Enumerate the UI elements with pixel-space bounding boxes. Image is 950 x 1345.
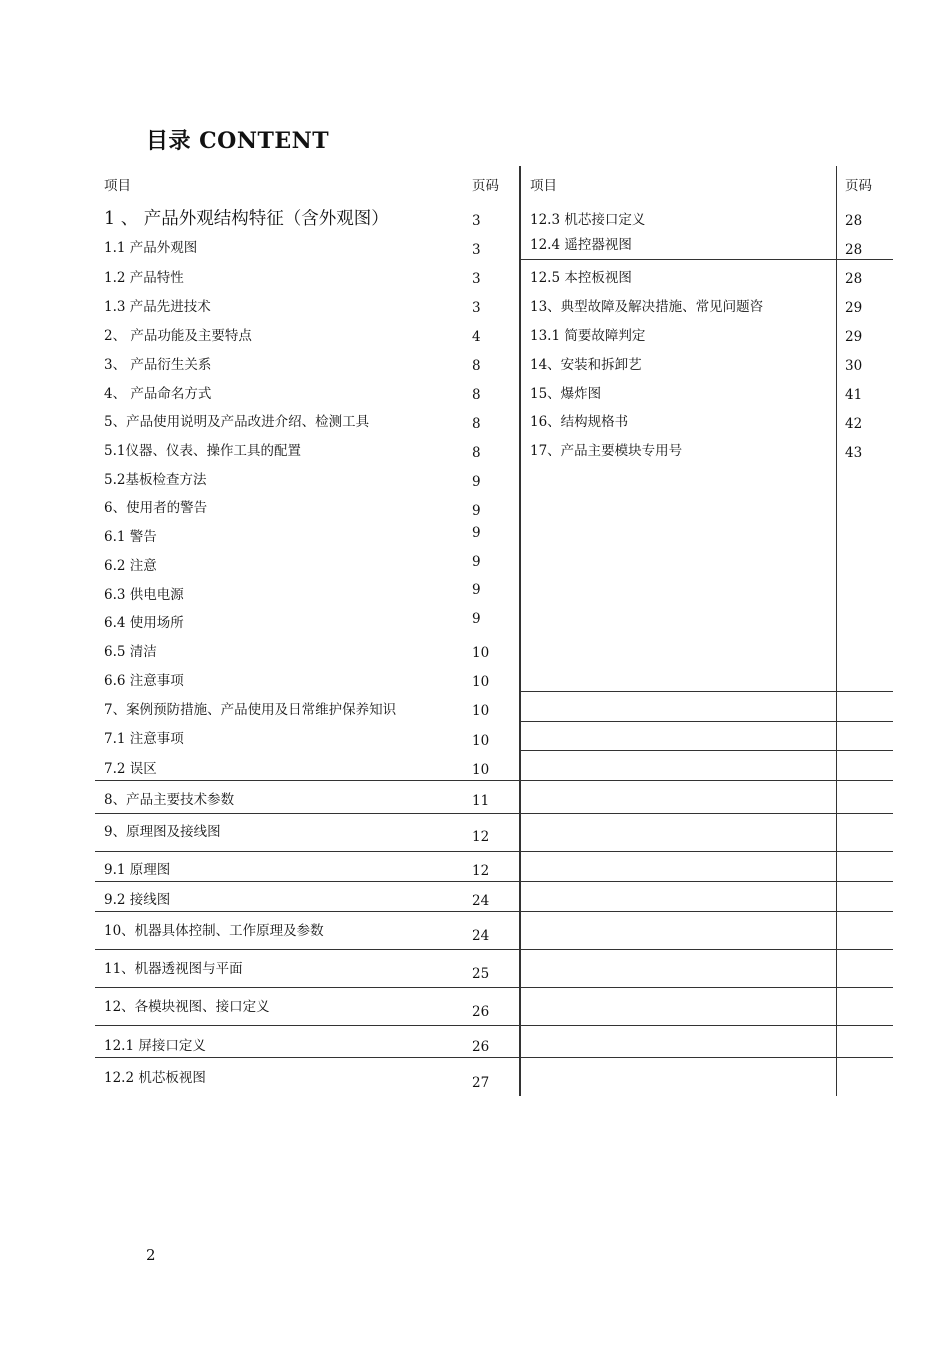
toc-entry[interactable]: 6.2 注意: [104, 558, 157, 574]
table-rule: [95, 949, 893, 950]
toc-page: 28: [845, 213, 863, 229]
toc-page: 3: [472, 271, 481, 287]
table-rule: [95, 780, 893, 781]
toc-entry[interactable]: 7.2 误区: [104, 761, 157, 777]
toc-page: 28: [845, 242, 863, 258]
toc-page: 42: [845, 416, 863, 432]
right-header-item: 项目: [530, 178, 557, 194]
toc-entry[interactable]: 13、典型故障及解决措施、常见问题咨: [530, 299, 764, 315]
toc-entry[interactable]: 1.1 产品外观图: [104, 240, 198, 256]
page-title: 目录 CONTENT: [146, 128, 330, 154]
toc-entry[interactable]: 13.1 简要故障判定: [530, 328, 646, 344]
toc-page: 43: [845, 445, 863, 461]
table-rule: [95, 1057, 893, 1058]
toc-entry[interactable]: 6、使用者的警告: [104, 500, 208, 516]
toc-page: 24: [472, 928, 490, 944]
table-rule: [95, 851, 893, 852]
toc-entry[interactable]: 7、案例预防措施、产品使用及日常维护保养知识: [104, 702, 397, 718]
toc-page: 12: [472, 829, 490, 845]
table-rule: [95, 911, 893, 912]
toc-page: 10: [472, 645, 490, 661]
table-rule: [521, 259, 893, 260]
toc-entry[interactable]: 5.1仪器、仪表、操作工具的配置: [104, 443, 301, 459]
toc-page: 26: [472, 1004, 490, 1020]
right-header-page: 页码: [845, 178, 872, 194]
toc-entry[interactable]: 12.4 遥控器视图: [530, 237, 632, 253]
toc-page: 9: [472, 474, 481, 490]
toc-entry[interactable]: 7.1 注意事项: [104, 731, 184, 747]
toc-entry[interactable]: 9.1 原理图: [104, 862, 171, 878]
toc-page: 27: [472, 1075, 490, 1091]
toc-page: 10: [472, 674, 490, 690]
toc-page: 10: [472, 762, 490, 778]
toc-page: 4: [472, 329, 481, 345]
toc-entry[interactable]: 14、安装和拆卸艺: [530, 357, 642, 373]
toc-entry[interactable]: 2、 产品功能及主要特点: [104, 328, 252, 344]
table-rule: [521, 721, 893, 722]
toc-entry[interactable]: 12.3 机芯接口定义: [530, 212, 646, 228]
toc-page: 9: [472, 503, 481, 519]
column-divider: [519, 166, 521, 1096]
toc-page: 28: [845, 271, 863, 287]
toc-entry[interactable]: 10、机器具体控制、工作原理及参数: [104, 923, 324, 939]
toc-page: 10: [472, 703, 490, 719]
toc-page: 12: [472, 863, 490, 879]
toc-page: 8: [472, 416, 481, 432]
toc-page: 9: [472, 554, 481, 570]
toc-page: 41: [845, 387, 863, 403]
toc-entry[interactable]: 5.2基板检查方法: [104, 472, 207, 488]
toc-page: 8: [472, 387, 481, 403]
toc-entry[interactable]: 4、 产品命名方式: [104, 386, 212, 402]
toc-entry[interactable]: 1 、 产品外观结构特征（含外观图）: [104, 209, 389, 229]
toc-page: 29: [845, 329, 863, 345]
toc-page: 30: [845, 358, 863, 374]
toc-entry[interactable]: 15、爆炸图: [530, 386, 602, 402]
toc-entry[interactable]: 6.1 警告: [104, 529, 157, 545]
toc-entry[interactable]: 17、产品主要模块专用号: [530, 443, 683, 459]
toc-entry[interactable]: 3、 产品衍生关系: [104, 357, 212, 373]
table-rule: [521, 691, 893, 692]
toc-entry[interactable]: 6.6 注意事项: [104, 673, 184, 689]
table-rule: [95, 987, 893, 988]
page-number: 2: [146, 1246, 156, 1264]
toc-page: 26: [472, 1039, 490, 1055]
toc-entry[interactable]: 16、结构规格书: [530, 414, 629, 430]
toc-page: 8: [472, 445, 481, 461]
right-page-divider: [836, 166, 837, 1096]
table-rule: [521, 750, 893, 751]
toc-page: 29: [845, 300, 863, 316]
toc-entry[interactable]: 8、产品主要技术参数: [104, 792, 235, 808]
toc-entry[interactable]: 12、各模块视图、接口定义: [104, 999, 270, 1015]
toc-entry[interactable]: 9、原理图及接线图: [104, 824, 221, 840]
toc-page: 9: [472, 582, 481, 598]
toc-page: 3: [472, 242, 481, 258]
left-header-page: 页码: [472, 178, 499, 194]
toc-entry[interactable]: 9.2 接线图: [104, 892, 171, 908]
toc-page: 3: [472, 213, 481, 229]
toc-entry[interactable]: 1.3 产品先进技术: [104, 299, 211, 315]
left-header-item: 项目: [104, 178, 131, 194]
toc-page: 3: [472, 300, 481, 316]
toc-entry[interactable]: 12.5 本控板视图: [530, 270, 632, 286]
toc-entry[interactable]: 6.5 清洁: [104, 644, 157, 660]
toc-entry[interactable]: 12.2 机芯板视图: [104, 1070, 206, 1086]
table-rule: [95, 813, 893, 814]
toc-entry[interactable]: 12.1 屏接口定义: [104, 1038, 206, 1054]
toc-entry[interactable]: 6.4 使用场所: [104, 615, 184, 631]
toc-entry[interactable]: 1.2 产品特性: [104, 270, 184, 286]
toc-page: 24: [472, 893, 490, 909]
table-rule: [95, 1025, 893, 1026]
toc-entry[interactable]: 6.3 供电电源: [104, 587, 184, 603]
toc-entry[interactable]: 11、机器透视图与平面: [104, 961, 243, 977]
toc-page: 25: [472, 966, 490, 982]
toc-page: 9: [472, 611, 481, 627]
toc-page: 9: [472, 525, 481, 541]
table-rule: [95, 881, 893, 882]
toc-page: 8: [472, 358, 481, 374]
toc-entry[interactable]: 5、产品使用说明及产品改进介绍、检测工具: [104, 414, 370, 430]
toc-page: 11: [472, 793, 490, 809]
toc-page: 10: [472, 733, 490, 749]
